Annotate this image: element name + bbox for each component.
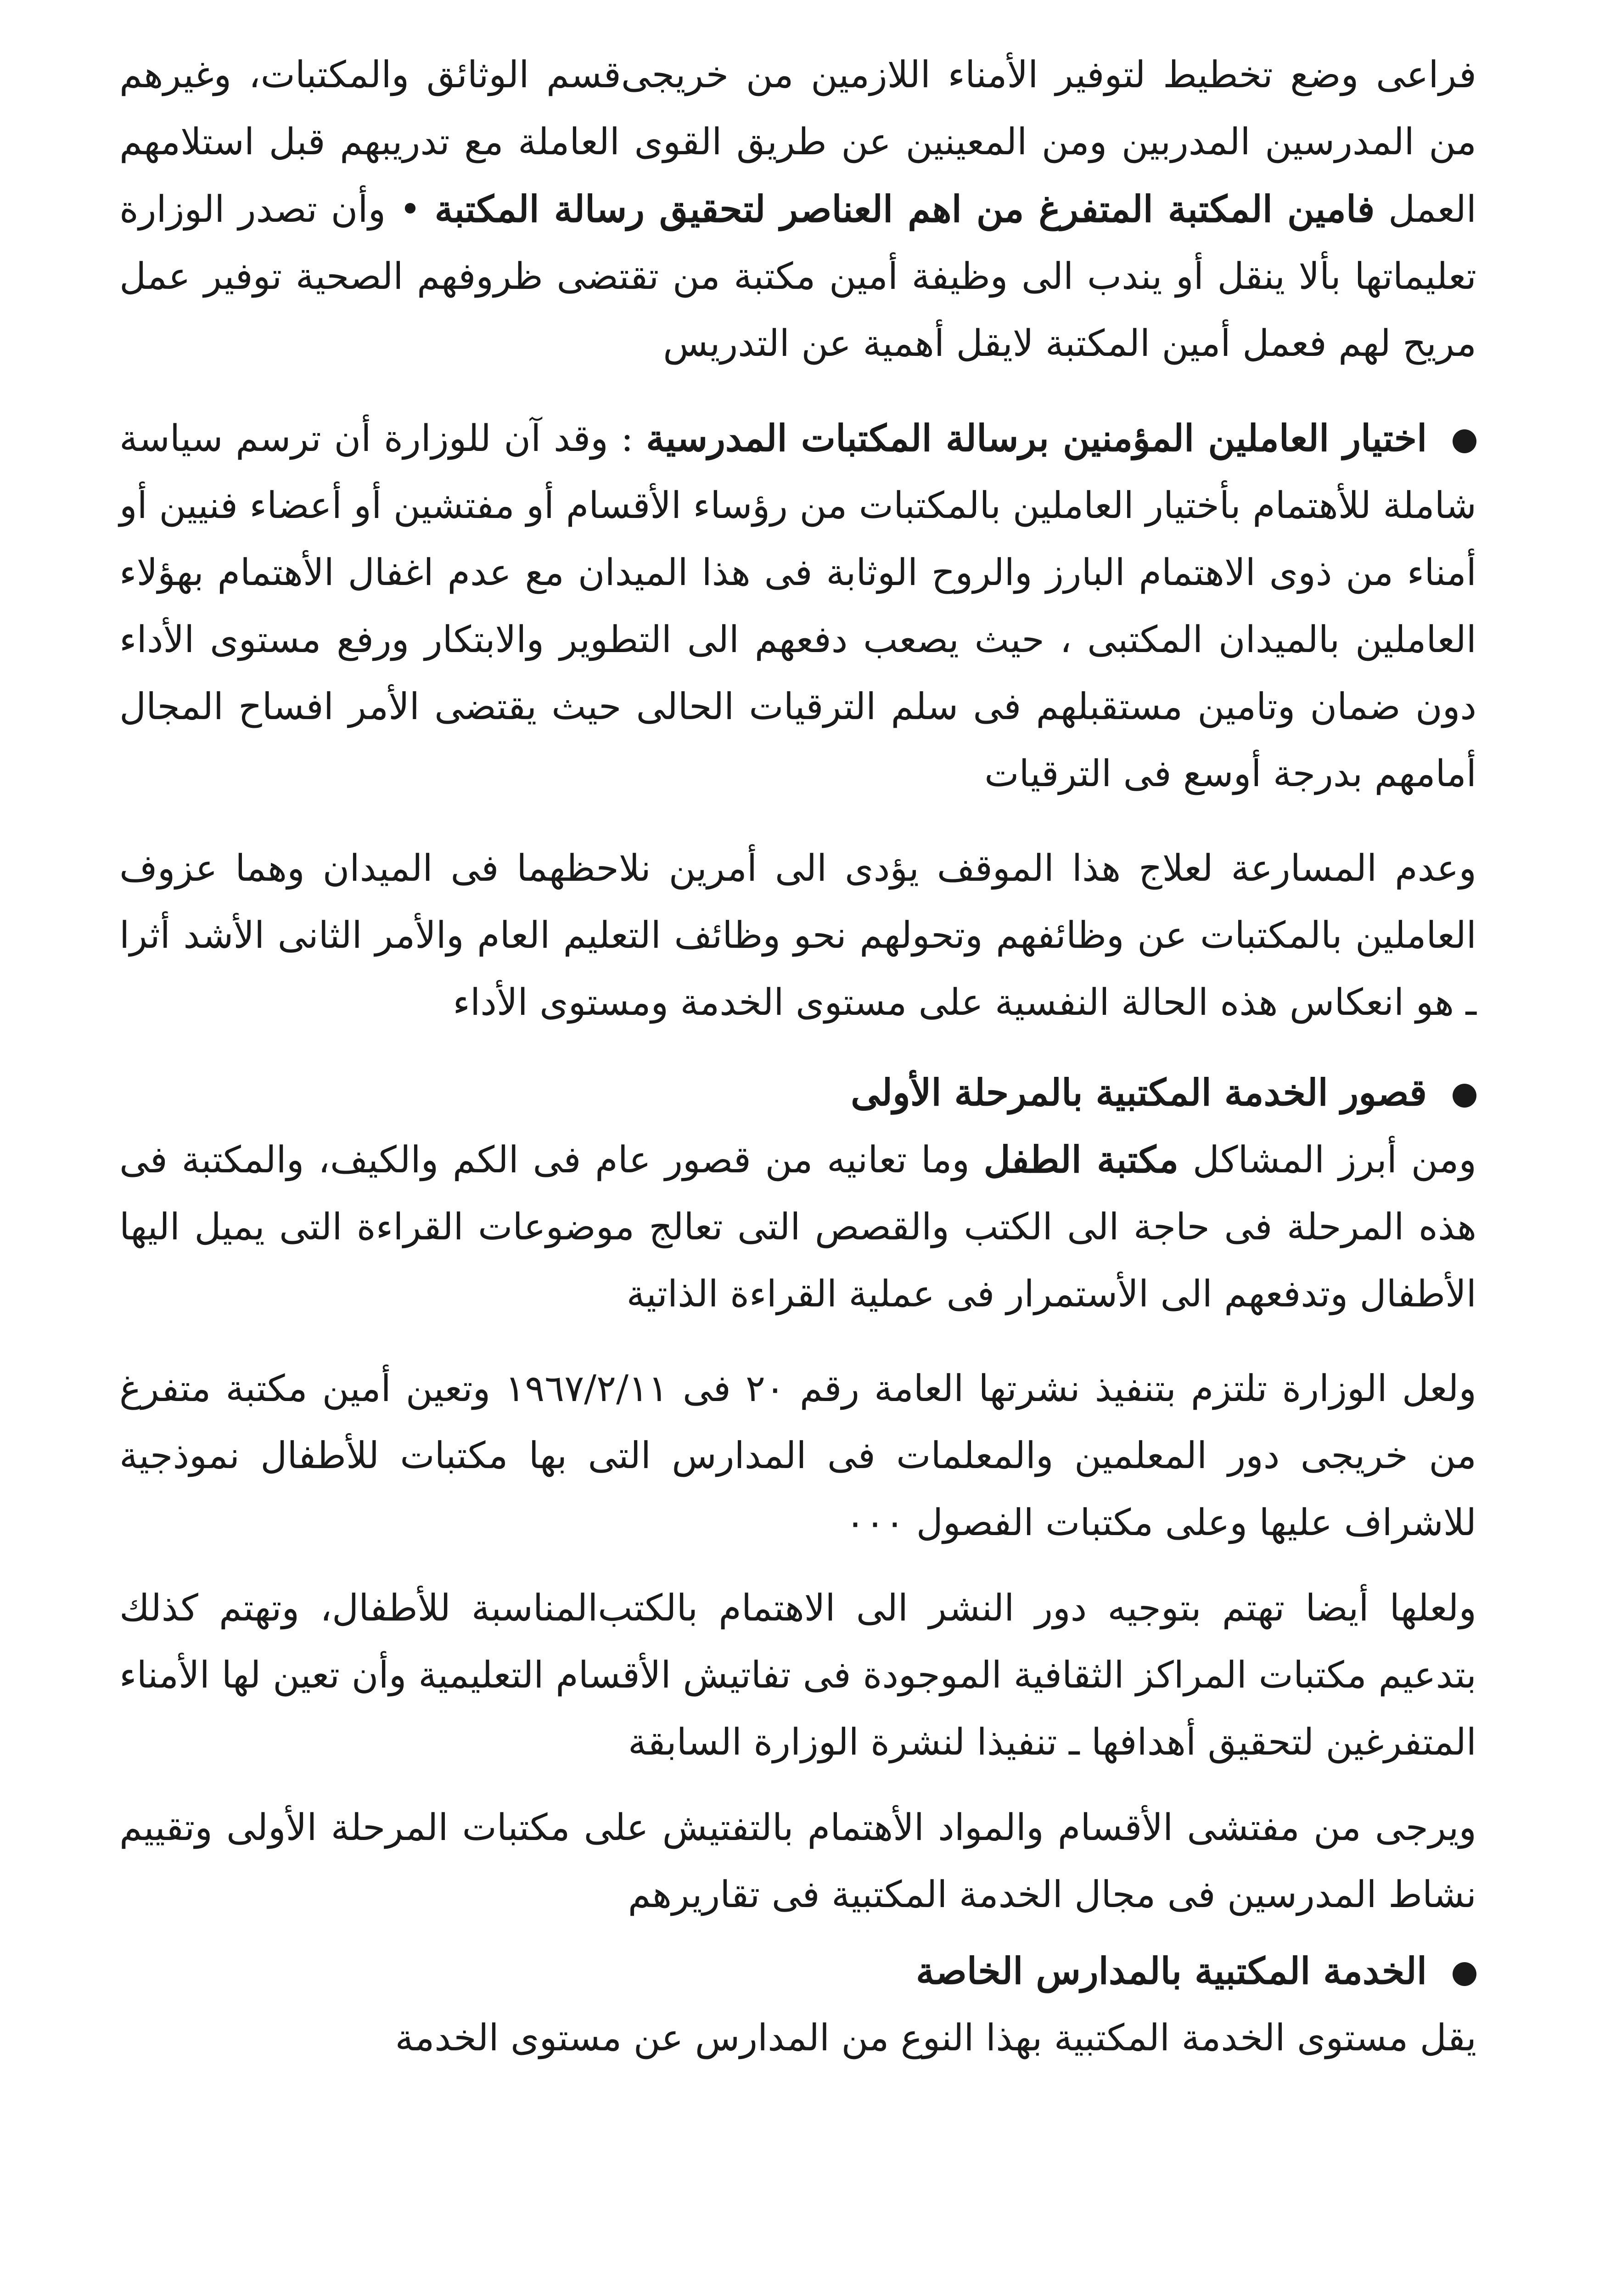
paragraph-selecting-workers [119, 405, 1476, 807]
paragraph-text: • وأن تصدر الوزارة تعليماتها بألا ينقل أو يندب الى وظيفة أمين مكتبة من تقتضى ظروفهم الصحية توفير عمل مريح لهم فعمل أمين المكتبة لايقل أهمية عن التدريس [119, 188, 1476, 365]
paragraph-text: يقل مستوى الخدمة المكتبية بهذا النوع من المدارس عن مستوى الخدمة [395, 2016, 1476, 2059]
paragraph-inspectors [119, 1794, 1476, 1928]
paragraph-text: فراعى وضع تخطيط لتوفير الأمناء اللازمين من خريجى‌قسم الوثائق والمكتبات، وغيرهم من المدرسين المدربين ومن المعينين عن طريق القوى العاملة مع تدريبهم قبل استلامهم العمل [119, 53, 1477, 231]
section-heading-private-schools [119, 1937, 1476, 2004]
paragraph-text: : وقد آن للوزارة أن ترسم سياسة شاملة للأهتمام بأختيار العاملين بالمكتبات من رؤساء الأقسام أو مفتشين أو أعضاء فنيين أو أمناء من ذوى الاهتمام البارز والروح الوثابة فى هذا الميدان مع عدم اغفال الأهتمام بهؤلاء العاملين بالميدان المكتبى ، حيث يصعب دفعهم الى التطوير والابتكار ورفع مستوى الأداء دون ضمان وتامين مستقبلهم فى سلم الترقيات الحالى حيث يقتضى الأمر افساح المجال أمامهم بدرجة أوسع فى الترقيات [119, 417, 1477, 795]
paragraph-librarian-planning [119, 41, 1476, 377]
paragraph-publishers [119, 1575, 1476, 1776]
section-heading: اختيار العاملين المؤمنين برسالة المكتبات المدرسية [646, 416, 1427, 460]
heading-text: الخدمة المكتبية بالمدارس الخاصة [916, 1949, 1427, 1992]
section-heading-primary-stage [119, 1059, 1476, 1126]
heading-text: قصور الخدمة المكتبية بالمرحلة الأولى [851, 1071, 1427, 1114]
paragraph-text: ومن أبرز المشاكل [1192, 1138, 1476, 1181]
bold-term: مكتبة الطفل [983, 1138, 1179, 1181]
paragraph-text: وما تعانيه من قصور عام فى الكم والكيف، والمكتبة فى هذه المرحلة فى حاجة الى الكتب والقصص التى تعالج موضوعات القراءة التى يميل اليها الأطفال وتدفعهم الى الأستمرار فى عملية القراءة الذاتية [119, 1138, 1476, 1315]
paragraph-private-schools [119, 2004, 1476, 2071]
paragraph-text: وعدم المسارعة لعلاج هذا الموقف يؤدى الى أمرين نلاحظهما فى الميدان وهما عزوف العاملين بالمكتبات عن وظائفهم وتحولهم نحو وظائف التعليم العام والأمر الثانى الأشد أثرا ـ هو انعكاس هذه الحالة النفسية على مستوى الخدمة ومستوى الأداء [119, 847, 1476, 1024]
paragraph-text: ويرجى من مفتشى الأقسام والمواد الأهتمام بالتفتيش على مكتبات المرحلة الأولى وتقييم نشاط المدرسين فى مجال الخدمة المكتبية فى تقاريرهم [119, 1806, 1476, 1916]
paragraph-consequences [119, 835, 1476, 1036]
paragraph-text: ولعلها أيضا تهتم بتوجيه دور النشر الى الاهتمام بالكتب‌المناسبة للأطفال، وتهتم كذلك بتدعيم مكتبات المراكز الثقافية الموجودة فى تفاتيش الأقسام التعليمية وأن تعين لها الأمناء المتفرغين لتحقيق أهدافها ـ تنفيذا لنشرة الوزارة السابقة [119, 1587, 1476, 1763]
bold-statement: فامين المكتبة المتفرغ من اهم العناصر لتحقيق رسالة المكتبة [434, 187, 1375, 231]
bullet-icon [1453, 1962, 1476, 1986]
bullet-icon [1453, 1084, 1476, 1108]
paragraph-text: ولعل الوزارة تلتزم بتنفيذ نشرتها العامة رقم ٢٠ فى ١٩٦٧/٢/١١ وتعين أمين مكتبة متفرغ من خريجى دور المعلمين والمعلمات فى المدارس التى بها مكتبات للأطفال نموذجية للاشراف عليها وعلى مكتبات الفصول ٠٠٠ [119, 1367, 1477, 1544]
paragraph-ministry-circular [119, 1355, 1476, 1556]
bullet-icon [1453, 429, 1476, 453]
paragraph-child-library [119, 1126, 1476, 1328]
